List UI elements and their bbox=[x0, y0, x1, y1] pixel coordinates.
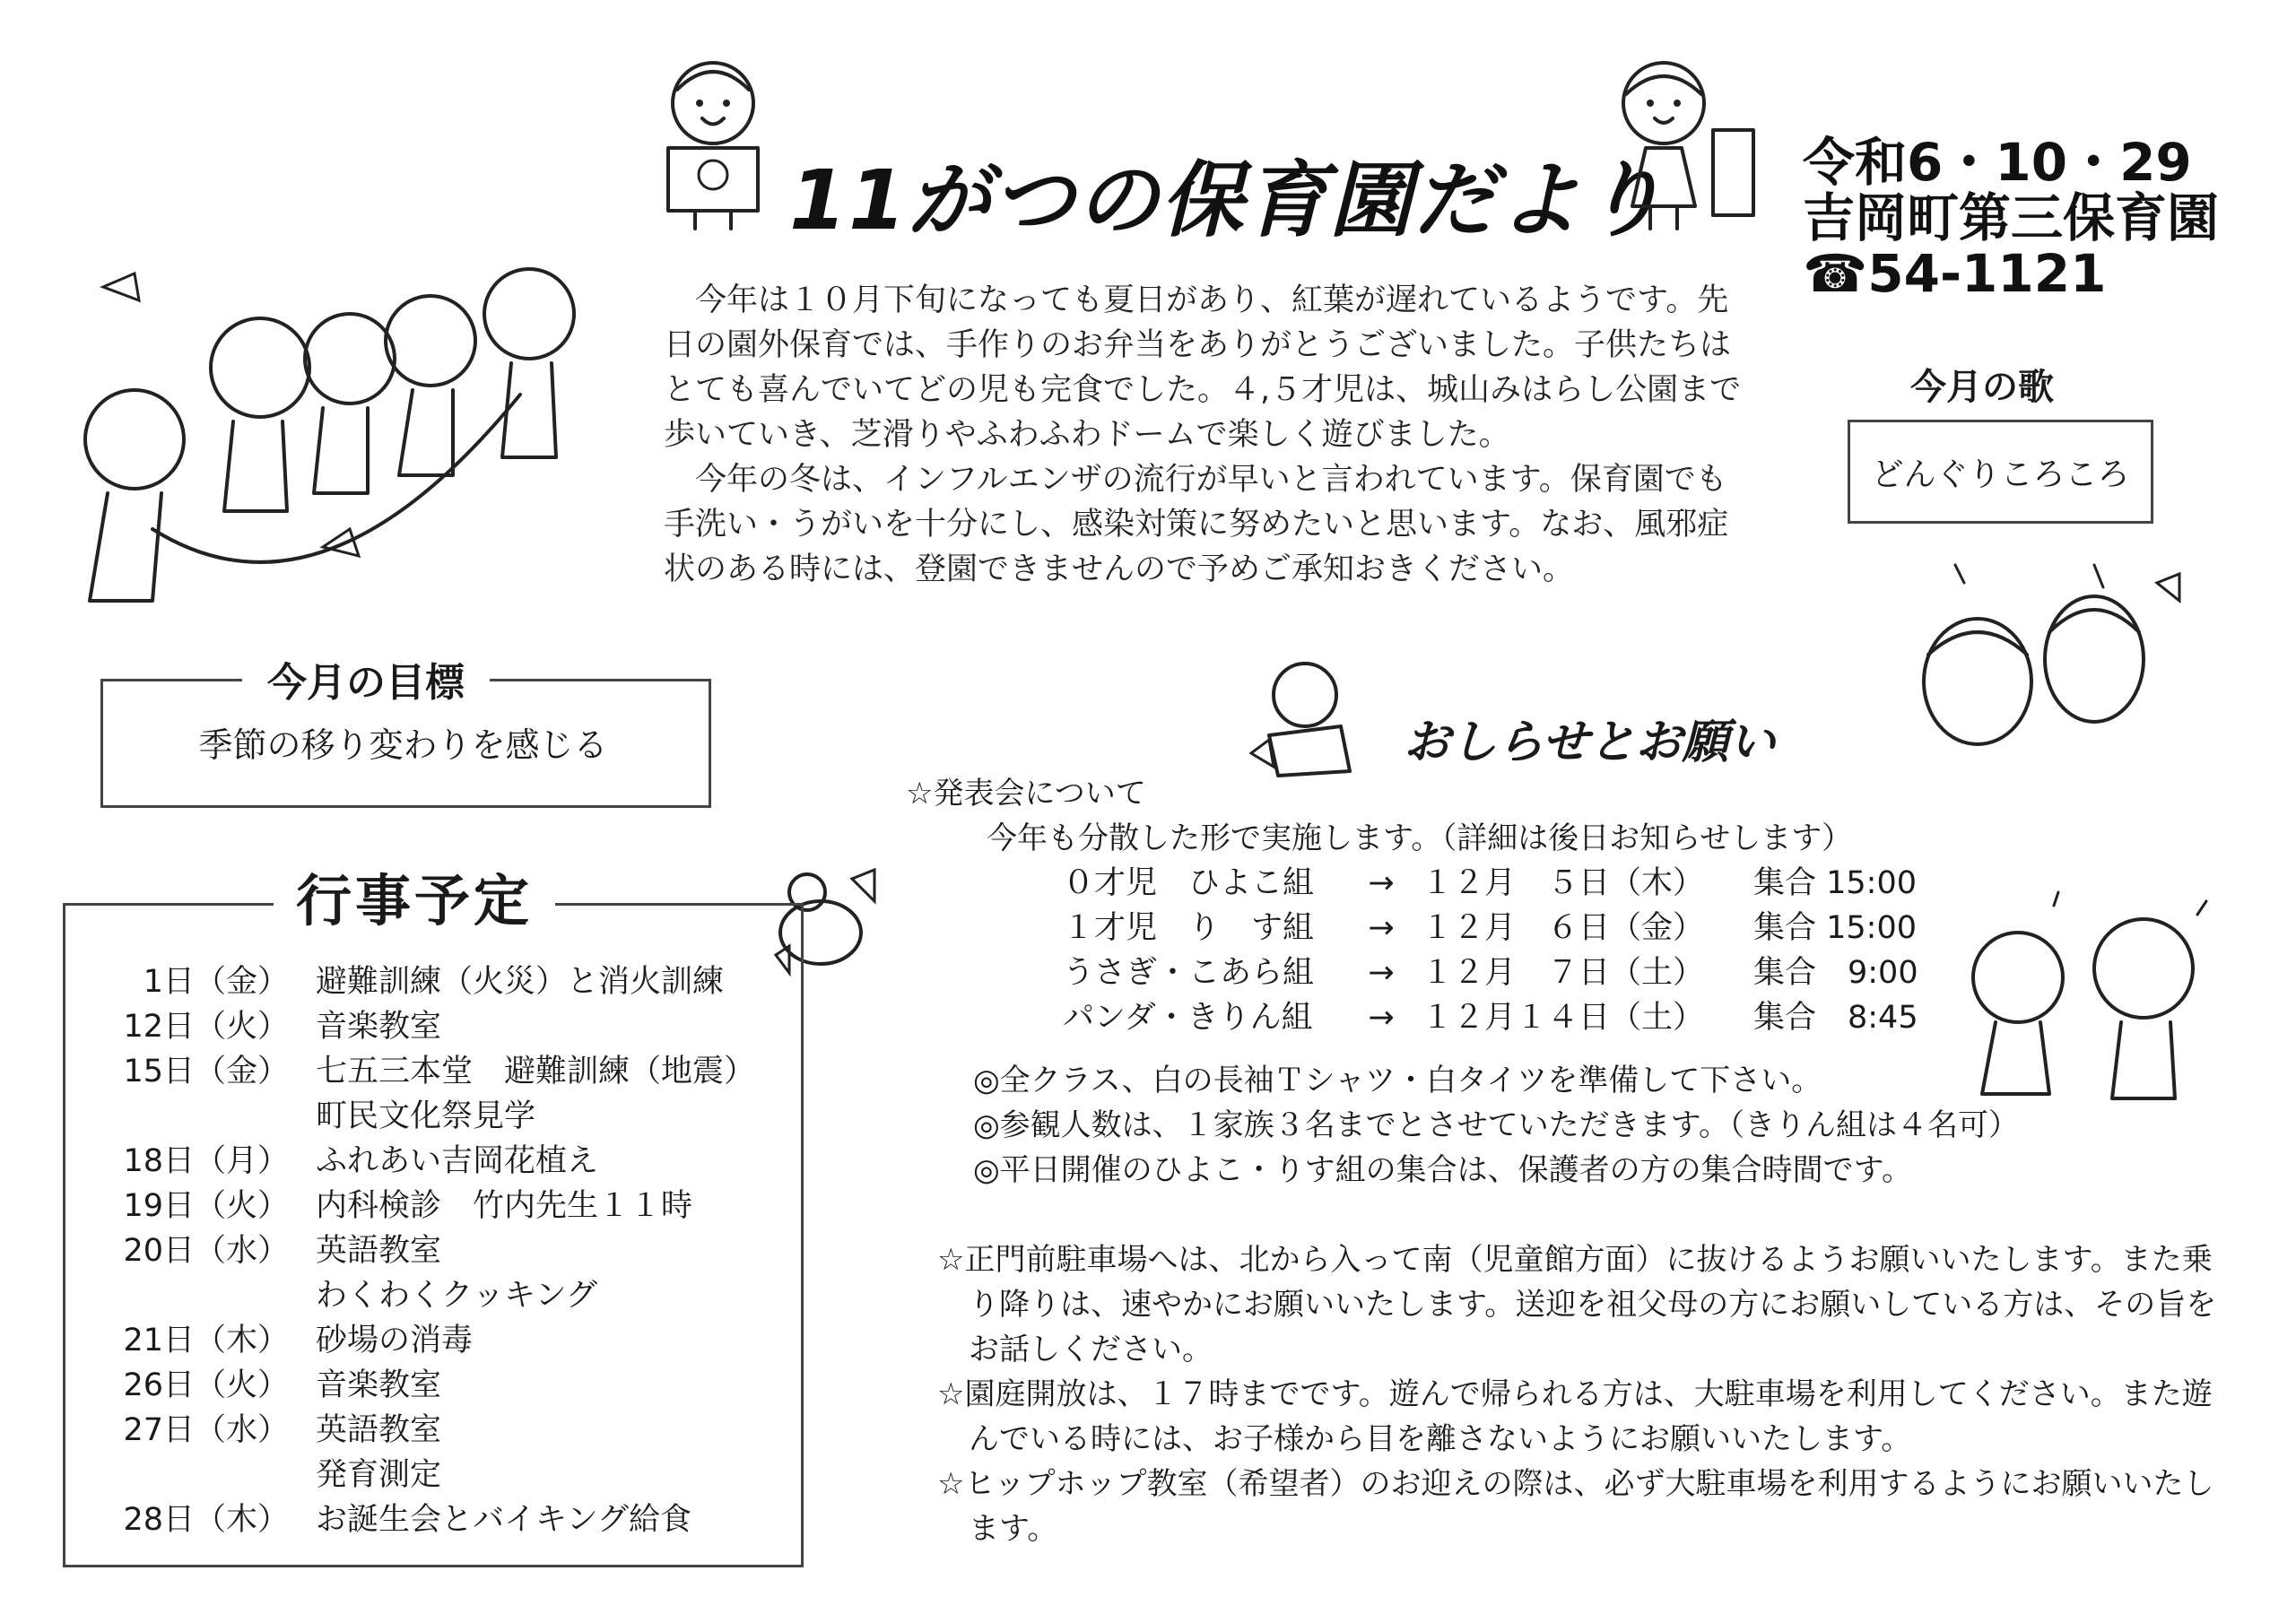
event-row bbox=[90, 1228, 755, 1273]
schedule-row bbox=[1063, 906, 1978, 950]
event-date bbox=[90, 1094, 316, 1139]
issue-date: 令和6・10・29 bbox=[1803, 132, 2192, 193]
dancing-acorns-illustration bbox=[1901, 556, 2206, 762]
notices-heading: おしらせとお願い bbox=[1404, 716, 1776, 769]
song-box bbox=[1848, 420, 2153, 524]
child-holding-sign-illustration bbox=[650, 54, 776, 233]
intro-paragraph: 今年は１０月下旬になっても夏日があり、紅葉が遅れているようです。先日の園外保育では、手作りのお弁当をありがとうございました。子供たちはとても喜んでいてどの児も完食でした。４,５才児は、城山みはらし公園まで歩いていき、芝滑りやふわふわドームで楽しく遊びました。 bbox=[664, 282, 1742, 453]
event-desc: 砂場の消毒 bbox=[316, 1323, 474, 1358]
event-date: 15日（金） bbox=[123, 1054, 289, 1089]
header-info bbox=[1803, 132, 2220, 304]
event-row bbox=[90, 1273, 755, 1318]
event-row bbox=[90, 1184, 755, 1228]
recital-heading: ☆発表会について bbox=[906, 776, 1146, 812]
event-desc: 発育測定 bbox=[316, 1457, 442, 1493]
event-date: 26日（火） bbox=[123, 1367, 289, 1403]
intro-message bbox=[664, 278, 1758, 592]
goal-text: 季節の移り変わりを感じる bbox=[198, 725, 608, 765]
nursery-name: 吉岡町第三保育園 bbox=[1803, 187, 2220, 248]
goal-heading: 今月の目標 bbox=[242, 650, 490, 707]
event-date: 28日（木） bbox=[123, 1502, 289, 1538]
child-with-board-illustration bbox=[1601, 54, 1762, 233]
schedule-arrow: → bbox=[1368, 910, 1395, 946]
notices-section bbox=[906, 771, 2242, 1551]
recital-note: ◎平日開催のひよこ・りす組の集合は、保護者の方の集合時間です。 bbox=[973, 1152, 1912, 1188]
event-row bbox=[90, 959, 755, 1004]
notice-item: ☆園庭開放は、１７時までです。遊んで帰られる方は、大駐車場を利用してください。また遊んでいる時には、お子様から目を離さないようにお願いいたします。 bbox=[937, 1376, 2213, 1457]
event-row bbox=[90, 1049, 755, 1094]
schedule-arrow: → bbox=[1368, 865, 1395, 901]
phone-number: ☎54-1121 bbox=[1803, 243, 2107, 304]
event-desc: お誕生会とバイキング給食 bbox=[316, 1502, 691, 1538]
schedule-row bbox=[1063, 950, 1978, 995]
schedule-group: ０才児 ひよこ組 bbox=[1063, 865, 1315, 901]
schedule-arrow: → bbox=[1368, 955, 1395, 991]
song-title: どんぐりころころ bbox=[1871, 456, 2130, 493]
intro-paragraph: 今年の冬は、インフルエンザの流行が早いと言われています。保育園でも手洗い・うがいを十分にし、感染対策に努めたいと思います。なお、風邪症状のある時には、登園できませんので予めご承知おきください。 bbox=[664, 462, 1729, 587]
event-row bbox=[90, 1139, 755, 1184]
schedule-time: 集合 9:00 bbox=[1753, 955, 1918, 991]
schedule-group: うさぎ・こあら組 bbox=[1063, 955, 1315, 991]
event-date: 12日（火） bbox=[123, 1009, 289, 1045]
song-label: 今月の歌 bbox=[1910, 367, 2054, 408]
schedule-group: １才児 り す組 bbox=[1063, 910, 1315, 946]
recital-note: ◎全クラス、白の長袖Ｔシャツ・白タイツを準備して下さい。 bbox=[973, 1063, 1822, 1098]
event-desc: 音楽教室 bbox=[316, 1009, 442, 1045]
schedule-time: 集合 8:45 bbox=[1753, 1000, 1918, 1036]
event-desc: 音楽教室 bbox=[316, 1367, 442, 1403]
notice-item: ☆ヒップホップ教室（希望者）のお迎えの際は、必ず大駐車場を利用するようにお願いいたします。 bbox=[937, 1466, 2214, 1547]
event-date bbox=[90, 1453, 316, 1497]
recital-schedule bbox=[1063, 861, 1978, 1040]
children-jump-rope-illustration bbox=[54, 260, 610, 619]
event-desc: 英語教室 bbox=[316, 1412, 442, 1448]
schedule-date: １２月１４日（土） bbox=[1422, 1000, 1705, 1036]
event-date: 18日（月） bbox=[123, 1143, 289, 1179]
recital-note: ◎参観人数は、１家族３名までとさせていただきます。（きりん組は４名可） bbox=[973, 1107, 2019, 1143]
schedule-time: 集合 15:00 bbox=[1753, 865, 1917, 901]
schedule-row bbox=[1063, 995, 1978, 1040]
event-desc: 避難訓練（火災）と消火訓練 bbox=[316, 964, 725, 1000]
child-with-leaves-illustration bbox=[1242, 655, 1377, 780]
event-date: 19日（火） bbox=[123, 1188, 289, 1224]
event-row bbox=[90, 1408, 755, 1453]
schedule-date: １２月 ６日（金） bbox=[1422, 910, 1705, 946]
schedule-date: １２月 ５日（木） bbox=[1422, 865, 1705, 901]
event-date: 20日（水） bbox=[123, 1233, 289, 1269]
event-desc: 英語教室 bbox=[316, 1233, 442, 1269]
schedule-arrow: → bbox=[1368, 1000, 1395, 1036]
event-desc: ふれあい吉岡花植え bbox=[316, 1143, 599, 1179]
event-row bbox=[90, 1497, 755, 1542]
event-desc: わくわくクッキング bbox=[316, 1278, 597, 1314]
events-heading: 行事予定 bbox=[274, 856, 555, 936]
recital-intro: 今年も分散した形で実施します。（詳細は後日お知らせします） bbox=[987, 820, 1853, 856]
event-desc: 七五三本堂 避難訓練（地震） bbox=[316, 1054, 756, 1089]
event-row bbox=[90, 1318, 755, 1363]
event-row bbox=[90, 1004, 755, 1049]
event-row bbox=[90, 1094, 755, 1139]
event-desc: 町民文化祭見学 bbox=[316, 1098, 536, 1134]
schedule-time: 集合 15:00 bbox=[1753, 910, 1917, 946]
schedule-date: １２月 ７日（土） bbox=[1422, 955, 1705, 991]
event-desc: 内科検診 竹内先生１１時 bbox=[316, 1188, 693, 1224]
newsletter-title: 11がつの保育園だより bbox=[789, 152, 1667, 248]
schedule-group: パンダ・きりん組 bbox=[1063, 1000, 1313, 1036]
notice-item: ☆正門前駐車場へは、北から入って南（児童館方面）に抜けるようお願いいたします。また乗り降りは、速やかにお願いいたします。送迎を祖父母の方にお願いしている方は、その旨をお話しください。 bbox=[937, 1242, 2217, 1367]
event-date: 27日（水） bbox=[123, 1412, 289, 1448]
event-date: 21日（木） bbox=[123, 1323, 289, 1358]
event-date: 1日（金） bbox=[143, 964, 289, 1000]
event-date bbox=[90, 1273, 316, 1318]
schedule-row bbox=[1063, 861, 1978, 906]
events-list bbox=[90, 959, 755, 1542]
event-row bbox=[90, 1363, 755, 1408]
event-row bbox=[90, 1453, 755, 1497]
